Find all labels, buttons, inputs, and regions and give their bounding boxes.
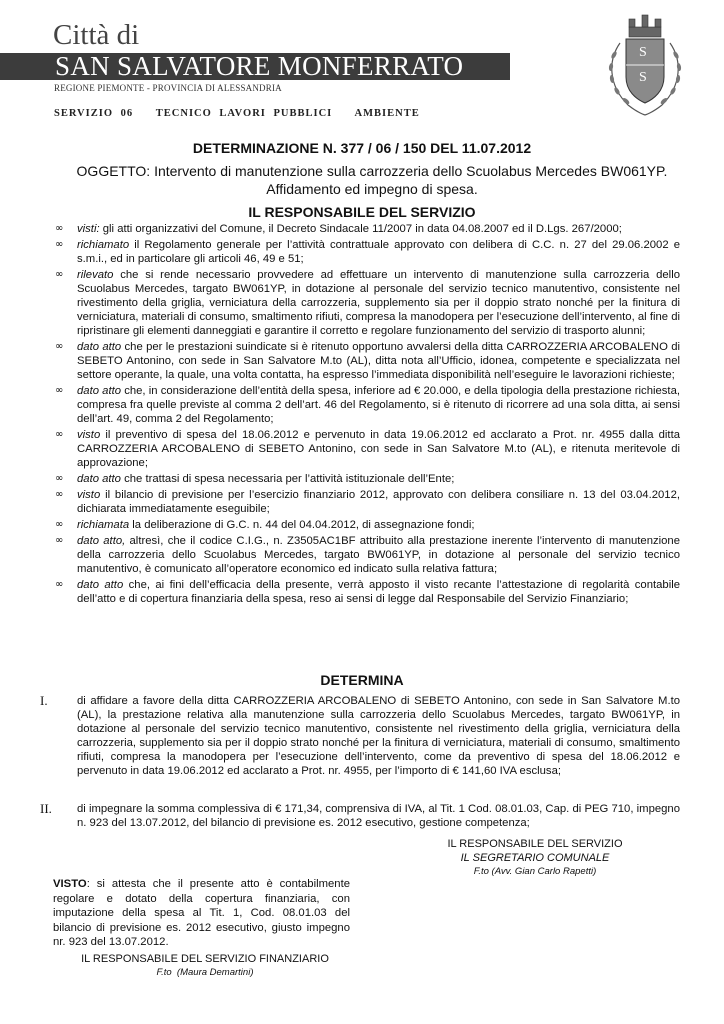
premise-text: il Regolamento generale per l’attività contrattuale approvato con delibera di C.C. n. 27 del 29.06.2002 e s.m.i., ed in particolare gli articoli 46, 49 e 51; [77, 239, 680, 265]
premise-item [52, 428, 680, 470]
bullet-icon: ∞ [55, 385, 64, 396]
premise-text: che trattasi di spesa necessaria per l’attività istituzionale dell’Ente; [120, 473, 455, 485]
bullet-icon: ∞ [55, 269, 64, 280]
bullet-icon: ∞ [55, 519, 64, 530]
premise-item [52, 268, 680, 338]
decision-item [40, 694, 680, 778]
premise-item [52, 488, 680, 516]
signature-title: IL SEGRETARIO COMUNALE [460, 852, 610, 864]
premise-item [52, 472, 680, 486]
premise-lead: dato atto [77, 341, 122, 353]
decision-item [40, 802, 680, 830]
bullet-icon: ∞ [55, 535, 64, 546]
determina-heading: DETERMINA [320, 672, 404, 688]
premise-text: che, in considerazione dell’entità della spesa, inferiore ad € 20.000, e della tipologia della prestazione richiesta, compresa fra quelle previste al comma 2 dell’art. 46 del Regolamento, si è ritenuto di ricorrere ad una sola ditta, ai sensi dell’art. 49, comma 2 del Regolamento; [77, 385, 680, 425]
letterhead [0, 0, 724, 125]
determination-title: DETERMINAZIONE N. 377 / 06 / 150 DEL 11.07.2012 [192, 140, 532, 156]
premise-lead: richiamato [77, 239, 130, 251]
premise-text: che si rende necessario provvedere ad effettuare un intervento di manutenzione sulla carrozzeria dello Scuolabus Mercedes, targato BW061YP, in dotazione al personale del servizio tecnico manutentivo, consistente nel rivestimento della griglia, verniciatura della carrozzeria, supplemento sia per il doppio strato nonché per la finitura di verniciatura, materiali di consumo, smaltimento rifiuti, compresa la manodopera per l’esecuzione dell’intervento, al fine di ripristinare gli elementi danneggiati e garantire il corretto e regolare funzionamento del servizio di trasporto alunni; [77, 269, 680, 337]
decision-number: I. [40, 693, 48, 708]
premise-item [52, 238, 680, 266]
premise-lead: visti: [77, 223, 100, 235]
responsible-signature [420, 838, 650, 877]
premise-item [52, 534, 680, 576]
city-of-label: Città di [53, 19, 140, 51]
subject-line-1: OGGETTO: Intervento di manutenzione sulla carrozzeria dello Scuolabus Mercedes BW061YP. [76, 163, 668, 179]
premise-text: che per le prestazioni suindicate si è ritenuto opportuno avvalersi della ditta CARROZZERIA ARCOBALENO di SEBETO Antonino, con sede in San Salvatore M.to (AL), ditta nota all’Ufficio, idonea, competente e specializzata nel settore operante, la quale, una volta contatta, ha espresso l’immediata disponibilità nell’eseguire le lavorazioni richieste; [77, 341, 681, 381]
service-line: SERVIZIO 06 TECNICO LAVORI PUBBLICI AMBIENTE [54, 108, 420, 119]
region-line: REGIONE PIEMONTE - PROVINCIA DI ALESSANDRIA [54, 83, 282, 93]
premise-text: che, ai fini dell’efficacia della presente, verrà apposto il visto recante l’attestazione di regolarità contabile dell’atto e di copertura finanziaria della spesa, reso ai sensi di legge dal Responsabile del Servizio Finanziario; [77, 579, 680, 605]
premise-item [52, 340, 680, 382]
signature-name: F.to (Avv. Gian Carlo Rapetti) [473, 866, 597, 877]
premise-lead: dato atto [77, 579, 124, 591]
premise-text: la deliberazione di G.C. n. 44 del 04.04.2012, di assegnazione fondi; [129, 519, 475, 531]
financial-signature [60, 953, 350, 978]
visto-text: : si attesta che il presente atto è contabilmente regolare e dotato della copertura finanziaria, con imputazione della spesa al Tit. 1, Cod. 08.01.03 del bilancio di previsione es. 2012 esecutivo, giusto impegno nr. 923 del 13.07.2012. [53, 878, 350, 948]
premise-item [52, 384, 680, 426]
subject-line-2: Affidamento ed impegno di spesa. [266, 181, 478, 197]
premise-item [52, 518, 680, 532]
premise-lead: richiamata [77, 519, 130, 531]
bullet-icon: ∞ [55, 429, 64, 440]
visto-attestation [53, 877, 350, 950]
premise-text: altresì, che il codice C.I.G., n. Z3505AC1BF attribuito alla prestazione inerente l’intervento di manutenzione della carrozzeria dello Scuolabus Mercedes, targato BW061YP, in dotazione al personale del servizio tecnico manutentivo, è comunicato all’operatore economico ed indicato sulla relativa fattura; [77, 535, 680, 575]
municipal-crest-icon [600, 5, 690, 120]
bullet-icon: ∞ [55, 341, 64, 352]
crest-letter-bottom: S [639, 70, 647, 85]
bullet-icon: ∞ [55, 489, 64, 500]
decision-number: II. [40, 801, 52, 816]
financial-role: IL RESPONSABILE DEL SERVIZIO FINANZIARIO [81, 953, 329, 965]
premise-lead: visto [77, 489, 101, 501]
signature-role: IL RESPONSABILE DEL SERVIZIO [447, 838, 623, 850]
premise-lead: dato atto [77, 385, 122, 397]
financial-name: F.to (Maura Demartini) [156, 967, 254, 978]
premise-text: gli atti organizzativi del Comune, il Decreto Sindacale 11/2007 in data 04.08.2007 ed il D.Lgs. 267/2000; [99, 223, 622, 235]
bullet-icon: ∞ [55, 239, 64, 250]
premise-lead: dato atto [77, 473, 121, 485]
premises-list [52, 222, 680, 608]
premise-lead: rilevato [77, 269, 114, 281]
premise-item [52, 578, 680, 606]
visto-label: VISTO [53, 878, 87, 890]
premise-lead: visto [77, 429, 101, 441]
premise-text: il preventivo di spesa del 18.06.2012 e pervenuto in data 19.06.2012 ed acclarato a Prot. nr. 4955 dalla ditta CARROZZERIA ARCOBALENO di SEBETO Antonino, con sede in San Salvatore M.to (AL), e ritenuta meritevole di approvazione; [77, 429, 680, 469]
premise-item [52, 222, 680, 236]
city-name-band: SAN SALVATORE MONFERRATO [0, 53, 510, 80]
decision-text: di impegnare la somma complessiva di € 171,34, comprensiva di IVA, al Tit. 1 Cod. 08.01.03, Cap. di PEG 710, impegno n. 923 del 13.07.2012, del bilancio di previsione es. 2012 esecutivo, gestione competenza; [77, 803, 680, 829]
bullet-icon: ∞ [55, 223, 64, 234]
bullet-icon: ∞ [55, 579, 64, 590]
bullet-icon: ∞ [55, 473, 64, 484]
premise-lead: dato atto, [77, 535, 126, 547]
crest-letter-top: S [639, 45, 647, 60]
responsible-heading: IL RESPONSABILE DEL SERVIZIO [248, 204, 476, 220]
premise-text: il bilancio di previsione per l’esercizio finanziario 2012, approvato con delibera consiliare n. 13 del 03.04.2012, dichiarata immediatamente eseguibile; [77, 489, 680, 515]
decision-text: di affidare a favore della ditta CARROZZERIA ARCOBALENO di SEBETO Antonino, con sede in San Salvatore M.to (AL), la prestazione relativa alla manutenzione sulla carrozzeria dello Scuolabus Mercedes, targato BW061YP, in dotazione al personale del servizio tecnico manutentivo, consistente nel rivestimento della griglia, verniciatura della carrozzeria, supplemento sia per il doppio strato nonché per la finitura di verniciatura, materiali di consumo, smaltimento rifiuti, compresa la manodopera per l’esecuzione dell’intervento, come da preventivo di spesa del 18.06.2012 e pervenuto in data 19.06.2012 ed acclarato a Prot. nr. 4955, per l’importo di € 141,60 IVA esclusa; [77, 695, 680, 777]
